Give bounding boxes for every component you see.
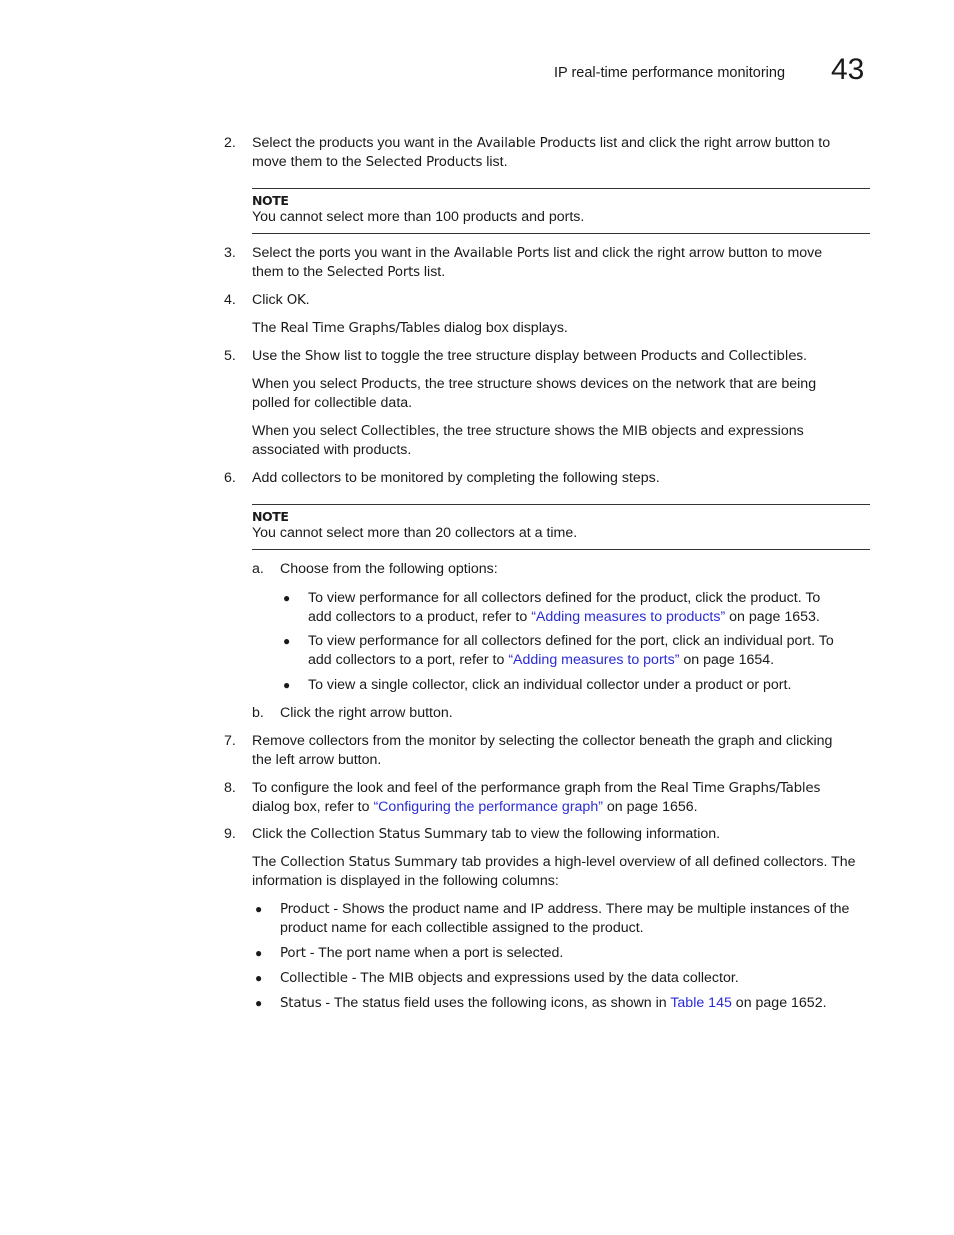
ui-term: Selected Products bbox=[365, 155, 483, 170]
text: them to the bbox=[252, 264, 327, 280]
note-label: NOTE bbox=[252, 193, 289, 208]
chapter-number: 43 bbox=[831, 53, 865, 86]
list-item bbox=[308, 632, 873, 670]
step-2-text bbox=[252, 134, 872, 172]
list-item bbox=[308, 589, 873, 627]
text: dialog box, refer to bbox=[252, 799, 374, 815]
text: associated with products. bbox=[252, 442, 412, 458]
step-5-text bbox=[252, 347, 872, 366]
column-term: Collectible bbox=[280, 971, 348, 986]
step-9-overview bbox=[252, 853, 872, 891]
text: The bbox=[252, 854, 281, 870]
ui-term: Available Ports bbox=[453, 246, 550, 261]
text: Use the bbox=[252, 348, 305, 364]
text: list. bbox=[419, 264, 446, 280]
ui-term: Available Products bbox=[476, 136, 596, 151]
step-number: 2. bbox=[224, 135, 236, 151]
text: . bbox=[305, 292, 310, 308]
text: Click the bbox=[252, 826, 311, 842]
step-5-collectibles-para bbox=[252, 422, 872, 460]
bullet-icon: ● bbox=[283, 634, 291, 648]
text: When you select bbox=[252, 376, 361, 392]
ui-term: Collectibles bbox=[728, 349, 804, 364]
note-text: You cannot select more than 20 collectors at a time. bbox=[252, 525, 578, 541]
text: When you select bbox=[252, 423, 361, 439]
text: Remove collectors from the monitor by selecting the collector beneath the graph and clicking bbox=[252, 733, 833, 749]
link-configuring-graph[interactable]: “Configuring the performance graph” bbox=[373, 799, 603, 815]
substep-b-text: Click the right arrow button. bbox=[280, 705, 453, 721]
text: list. bbox=[482, 154, 508, 170]
text: on page 1652. bbox=[731, 995, 827, 1011]
ui-term: Collection Status Summary bbox=[280, 855, 458, 870]
text: - The MIB objects and expressions used by the data collector. bbox=[347, 970, 739, 986]
text: and bbox=[696, 348, 729, 364]
substep-letter: b. bbox=[252, 705, 264, 721]
text: the left arrow button. bbox=[252, 752, 382, 768]
bullet-icon: ● bbox=[255, 902, 263, 916]
text: add collectors to a product, refer to bbox=[308, 609, 532, 625]
step-number: 6. bbox=[224, 470, 236, 486]
bullet-icon: ● bbox=[283, 591, 291, 605]
running-header-title: IP real-time performance monitoring bbox=[554, 65, 786, 81]
list-item: To view a single collector, click an individual collector under a product or port. bbox=[308, 677, 792, 693]
text: - The status field uses the following icons, as shown in bbox=[321, 995, 671, 1011]
step-8-text bbox=[252, 779, 872, 817]
list-item bbox=[280, 900, 873, 938]
text: tab provides a high-level overview of all defined collectors. The bbox=[457, 854, 856, 870]
step-5-products-para bbox=[252, 375, 872, 413]
note-box bbox=[252, 188, 870, 234]
note-box bbox=[252, 504, 870, 550]
ui-term: Real Time Graphs/Tables bbox=[660, 781, 821, 796]
text: move them to the bbox=[252, 154, 366, 170]
link-table-145[interactable]: Table 145 bbox=[670, 995, 732, 1011]
text: list and click the right arrow button to bbox=[595, 135, 831, 151]
step-number: 7. bbox=[224, 733, 236, 749]
link-adding-measures-products[interactable]: “Adding measures to products” bbox=[531, 609, 726, 625]
step-number: 4. bbox=[224, 292, 236, 308]
text: , the tree structure shows devices on the network that are being bbox=[417, 376, 817, 392]
text: add collectors to a port, refer to bbox=[308, 652, 509, 668]
list-item bbox=[280, 994, 873, 1013]
bullet-icon: ● bbox=[255, 996, 263, 1010]
text: tab to view the following information. bbox=[487, 826, 721, 842]
column-term: Status bbox=[280, 996, 322, 1011]
text: dialog box displays. bbox=[440, 320, 568, 336]
step-number: 5. bbox=[224, 348, 236, 364]
text: information is displayed in the following columns: bbox=[252, 873, 559, 889]
step-4-result bbox=[252, 319, 872, 338]
bullet-icon: ● bbox=[255, 971, 263, 985]
text: list and click the right arrow button to move bbox=[549, 245, 823, 261]
text: - The port name when a port is selected. bbox=[305, 945, 564, 961]
step-6-text: Add collectors to be monitored by completing the following steps. bbox=[252, 470, 660, 486]
note-text: You cannot select more than 100 products and ports. bbox=[252, 209, 585, 225]
note-label: NOTE bbox=[252, 509, 289, 524]
text: product name for each collectible assigned to the product. bbox=[280, 920, 644, 936]
text: - Shows the product name and IP address. There may be multiple instances of the bbox=[329, 901, 850, 917]
column-term: Port bbox=[280, 946, 306, 961]
step-4-text bbox=[252, 291, 872, 310]
ui-term: Show bbox=[304, 349, 341, 364]
step-number: 9. bbox=[224, 826, 236, 842]
text: list to toggle the tree structure display between bbox=[340, 348, 641, 364]
text: To view performance for all collectors defined for the port, click an individual port. To bbox=[308, 633, 834, 649]
bullet-icon: ● bbox=[255, 946, 263, 960]
step-number: 8. bbox=[224, 780, 236, 796]
text: . bbox=[803, 348, 807, 364]
ui-term: Collectibles bbox=[360, 424, 436, 439]
step-3-text bbox=[252, 244, 872, 282]
text: , the tree structure shows the MIB objects and expressions bbox=[435, 423, 804, 439]
text: To configure the look and feel of the performance graph from the bbox=[252, 780, 661, 796]
text: To view performance for all collectors defined for the product, click the product. To bbox=[308, 590, 821, 606]
ui-term: Products bbox=[360, 377, 418, 392]
step-number: 3. bbox=[224, 245, 236, 261]
list-item bbox=[280, 969, 873, 988]
bullet-icon: ● bbox=[283, 678, 291, 692]
text: polled for collectible data. bbox=[252, 395, 413, 411]
step-7-text bbox=[252, 732, 872, 770]
ui-term: Products bbox=[640, 349, 697, 364]
text: The bbox=[252, 320, 281, 336]
text: on page 1653. bbox=[725, 609, 820, 625]
ui-term: OK bbox=[286, 293, 306, 308]
list-item bbox=[280, 944, 873, 963]
ui-term: Real Time Graphs/Tables bbox=[280, 321, 441, 336]
link-adding-measures-ports[interactable]: “Adding measures to ports” bbox=[508, 652, 680, 668]
ui-term: Collection Status Summary bbox=[310, 827, 488, 842]
substep-letter: a. bbox=[252, 561, 264, 577]
ui-term: Selected Ports bbox=[326, 265, 420, 280]
text: Select the ports you want in the bbox=[252, 245, 454, 261]
text: Select the products you want in the bbox=[252, 135, 477, 151]
text: Click bbox=[252, 292, 287, 308]
column-term: Product bbox=[280, 902, 330, 917]
text: on page 1656. bbox=[602, 799, 698, 815]
text: on page 1654. bbox=[679, 652, 775, 668]
step-9-text bbox=[252, 825, 872, 844]
substep-a-text: Choose from the following options: bbox=[280, 561, 498, 577]
